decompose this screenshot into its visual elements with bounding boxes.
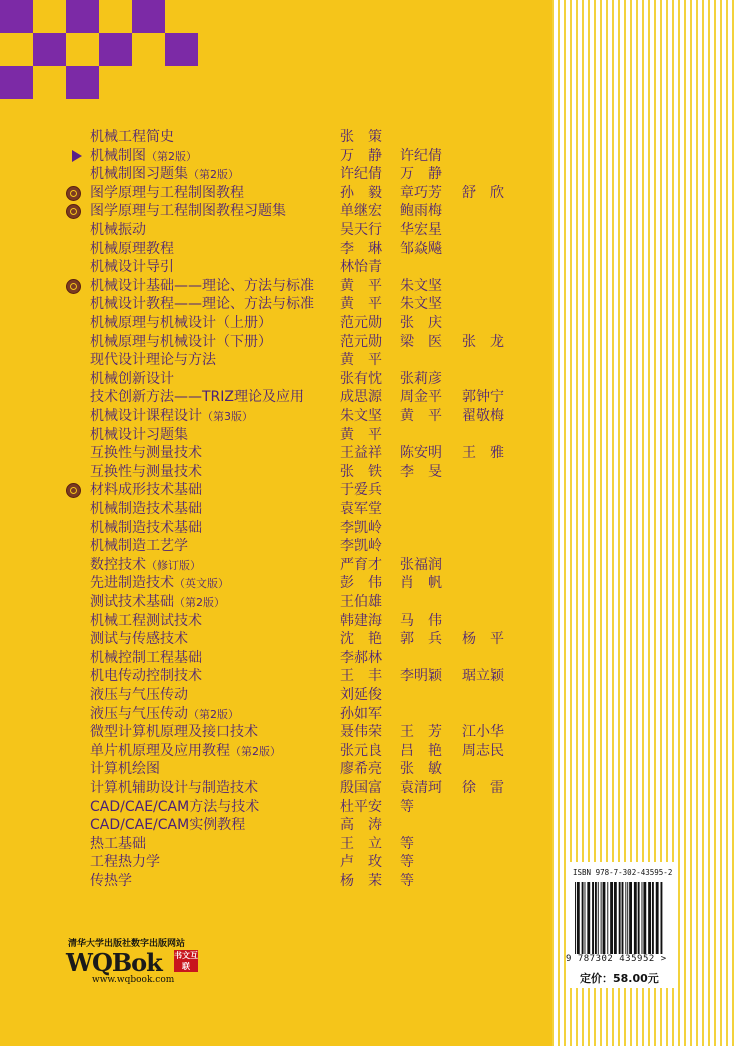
book-title xyxy=(90,147,197,166)
book-row xyxy=(0,184,552,202)
book-row xyxy=(0,407,552,425)
book-author: 黄 平 xyxy=(340,426,382,443)
book-author: 袁军堂 xyxy=(340,501,382,517)
book-title xyxy=(90,295,314,313)
book-edition: （第2版） xyxy=(174,596,225,609)
award-badge-icon xyxy=(66,279,81,294)
book-title-text: 现代设计理论与方法 xyxy=(90,352,216,369)
book-author: 廖希亮 xyxy=(340,761,382,778)
book-title xyxy=(90,388,304,406)
book-title-text: 机械制造技术基础 xyxy=(90,519,202,536)
book-author: 于爱兵 xyxy=(340,482,382,499)
book-row xyxy=(0,258,552,276)
book-author: 韩建海 xyxy=(340,612,382,629)
book-author: 成思源 xyxy=(340,389,382,406)
book-title xyxy=(90,593,225,612)
book-title-text: 机械原理与机械设计（下册） xyxy=(90,333,272,350)
book-title xyxy=(90,667,202,685)
book-author: 高 涛 xyxy=(340,817,382,834)
book-author: 朱文坚 xyxy=(340,408,382,424)
book-title xyxy=(90,333,272,351)
book-title xyxy=(90,630,188,648)
barcode-bar xyxy=(592,882,594,954)
book-author: 王 立 xyxy=(340,835,382,852)
logo-text: WQBo xyxy=(66,948,147,977)
award-badge-icon xyxy=(66,483,81,498)
book-title xyxy=(90,481,202,499)
book-title-text: 图学原理与工程制图教程 xyxy=(90,184,244,201)
book-author: 杨 平 xyxy=(462,631,504,648)
book-row xyxy=(0,314,552,332)
barcode-bar xyxy=(652,882,654,954)
book-author: 陈安明 xyxy=(400,445,442,462)
barcode-bar xyxy=(619,882,621,954)
book-author: 王 雅 xyxy=(462,445,504,462)
book-title xyxy=(90,221,146,239)
book-row xyxy=(0,444,552,462)
book-author: 郭钟宁 xyxy=(462,389,504,406)
barcode-bar xyxy=(607,882,608,954)
book-title xyxy=(90,407,253,426)
book-title xyxy=(90,444,202,462)
barcode-bar xyxy=(575,882,576,954)
book-title-text: 液压与气压传动 xyxy=(90,687,188,703)
book-row xyxy=(0,481,552,499)
book-title xyxy=(90,705,239,724)
book-author: 华宏星 xyxy=(400,222,442,238)
book-title xyxy=(90,686,188,704)
book-title xyxy=(90,258,174,276)
book-author: 孙如军 xyxy=(340,705,382,722)
book-title-text: 单片机原理及应用教程 xyxy=(90,742,230,759)
book-row xyxy=(0,798,552,816)
book-title xyxy=(90,612,202,630)
book-row xyxy=(0,556,552,574)
book-author: 朱文坚 xyxy=(400,277,442,294)
book-row xyxy=(0,202,552,220)
publisher-url[interactable]: www.wqbook.com xyxy=(92,975,175,985)
barcode-bar xyxy=(598,882,599,954)
barcode-bar xyxy=(643,882,646,954)
book-edition: （第2版） xyxy=(188,168,239,182)
book-author: 刘延俊 xyxy=(340,687,382,703)
book-author: 张 庆 xyxy=(400,315,442,331)
book-author: 张 铁 xyxy=(340,463,382,480)
book-author: 黄 平 xyxy=(340,296,382,313)
barcode-bar xyxy=(610,882,613,954)
book-row xyxy=(0,686,552,704)
book-title xyxy=(90,370,174,388)
arrow-marker-icon xyxy=(72,150,82,162)
book-author: 梁 医 xyxy=(400,333,442,350)
book-author: 周金平 xyxy=(400,389,442,406)
book-author: 徐 雷 xyxy=(462,780,504,796)
book-author: 张莉彦 xyxy=(400,370,442,387)
book-author: 孙 毅 xyxy=(340,184,382,201)
barcode-bar xyxy=(634,882,637,954)
book-row xyxy=(0,593,552,611)
book-author: 聂伟荣 xyxy=(340,724,382,741)
barcode-bar xyxy=(622,882,624,954)
barcode-bar xyxy=(627,882,628,954)
book-title xyxy=(90,816,245,834)
book-title-text: 机械原理与机械设计（上册） xyxy=(90,315,272,331)
book-row xyxy=(0,835,552,853)
book-row xyxy=(0,760,552,778)
book-row xyxy=(0,537,552,555)
book-title-text: 材料成形技术基础 xyxy=(90,482,202,499)
book-author: 彭 伟 xyxy=(340,575,382,592)
book-author: 黄 平 xyxy=(400,408,442,424)
book-author: 张 敏 xyxy=(400,761,442,778)
barcode-digits: 9 787302 435952 > xyxy=(566,954,667,964)
book-author: 杨 茉 xyxy=(340,873,382,889)
book-row xyxy=(0,667,552,685)
book-author: 李 琳 xyxy=(340,240,382,257)
book-edition: （第3版） xyxy=(202,410,253,423)
book-author: 舒 欣 xyxy=(462,184,504,201)
barcode-bar xyxy=(656,882,659,954)
book-title-text: 机械振动 xyxy=(90,222,146,238)
book-author: 万 静 xyxy=(340,147,382,164)
book-author: 张福润 xyxy=(400,556,442,573)
book-author: 王益祥 xyxy=(340,445,382,462)
book-author: 黄 平 xyxy=(340,277,382,294)
book-title-text: 微型计算机原理及接口技术 xyxy=(90,724,258,741)
book-title-text: 液压与气压传动 xyxy=(90,705,188,722)
book-title xyxy=(90,853,160,871)
book-title-text: 图学原理与工程制图教程习题集 xyxy=(90,203,286,220)
book-row xyxy=(0,705,552,723)
book-title-text: 机械设计基础——理论、方法与标准 xyxy=(90,277,314,294)
book-row xyxy=(0,128,552,146)
book-author: 周志民 xyxy=(462,742,504,759)
book-title xyxy=(90,426,188,444)
book-row xyxy=(0,574,552,592)
barcode-bar xyxy=(661,882,663,954)
book-row xyxy=(0,630,552,648)
book-author: 万 静 xyxy=(400,166,442,183)
barcode-bar xyxy=(648,882,651,954)
book-title-text: 技术创新方法——TRIZ理论及应用 xyxy=(90,389,304,406)
book-author: 黄 平 xyxy=(340,352,382,369)
book-author: 许纪倩 xyxy=(400,147,442,164)
book-title xyxy=(90,835,146,853)
book-row xyxy=(0,370,552,388)
book-author: 等 xyxy=(400,873,414,889)
book-title-text: 计算机绘图 xyxy=(90,761,160,778)
barcode-bar xyxy=(625,882,626,954)
book-title xyxy=(90,240,174,258)
book-title xyxy=(90,184,244,202)
book-title xyxy=(90,202,286,220)
book-title-text: 机械设计导引 xyxy=(90,259,174,276)
book-row xyxy=(0,221,552,239)
book-row xyxy=(0,853,552,871)
book-edition: （英文版） xyxy=(174,577,229,591)
book-row xyxy=(0,872,552,890)
book-title xyxy=(90,649,202,667)
book-title xyxy=(90,760,160,778)
barcode-bar xyxy=(603,882,606,954)
book-author: 王 芳 xyxy=(400,724,442,741)
book-edition: （第2版） xyxy=(188,707,239,721)
book-title xyxy=(90,314,272,332)
book-title xyxy=(90,500,202,518)
book-edition: （第2版） xyxy=(146,149,197,163)
book-author: 鲍雨梅 xyxy=(400,203,442,220)
book-author: 林怡青 xyxy=(340,259,382,276)
barcode-bar xyxy=(638,882,640,954)
book-title xyxy=(90,165,239,184)
award-badge-icon xyxy=(66,204,81,219)
book-title-text: 传热学 xyxy=(90,873,132,889)
barcode-bar xyxy=(587,882,590,954)
book-row xyxy=(0,500,552,518)
book-title xyxy=(90,519,202,537)
book-title xyxy=(90,798,259,816)
book-author: 吕 艳 xyxy=(400,742,442,759)
book-row xyxy=(0,165,552,183)
book-title-text: 机械制图习题集 xyxy=(90,166,188,183)
book-author: 许纪倩 xyxy=(340,166,382,183)
book-row xyxy=(0,742,552,760)
book-author: 张 龙 xyxy=(462,333,504,350)
book-author: 单继宏 xyxy=(340,203,382,220)
book-title-text: CAD/CAE/CAM方法与技术 xyxy=(90,798,260,815)
book-author: 等 xyxy=(400,854,414,871)
barcode-bar xyxy=(601,882,602,954)
book-title xyxy=(90,277,314,295)
isbn-number: ISBN 978-7-302-43595-2 xyxy=(573,868,673,877)
book-author: 等 xyxy=(400,835,414,852)
book-row xyxy=(0,277,552,295)
price-label: 定价：58.00元 xyxy=(580,972,659,985)
book-title-text: 计算机辅助设计与制造技术 xyxy=(90,780,258,796)
book-title-text: 机械创新设计 xyxy=(90,370,174,387)
barcode-bar xyxy=(614,882,617,954)
barcode-bar xyxy=(642,882,643,954)
book-title-text: 互换性与测量技术 xyxy=(90,463,202,480)
book-title-text: 机械设计教程——理论、方法与标准 xyxy=(90,296,314,313)
book-title xyxy=(90,537,188,555)
book-edition: （第2版） xyxy=(230,744,281,758)
book-author: 马 伟 xyxy=(400,612,442,629)
book-author: 琚立颖 xyxy=(462,668,504,685)
book-author: 李凯岭 xyxy=(340,538,382,555)
publisher-label: 清华大学出版社数字出版网站 xyxy=(68,939,186,949)
barcode-bar xyxy=(629,882,632,954)
book-title-text: 互换性与测量技术 xyxy=(90,445,202,462)
book-author: 张元良 xyxy=(340,742,382,759)
book-row xyxy=(0,463,552,481)
book-row xyxy=(0,519,552,537)
book-title-text: 机械工程测试技术 xyxy=(90,612,202,629)
book-title xyxy=(90,779,258,797)
barcode-bar xyxy=(577,882,580,954)
barcode-bar xyxy=(585,882,586,954)
book-title xyxy=(90,351,216,369)
barcode-bar xyxy=(582,882,584,954)
book-author: 张 策 xyxy=(340,129,382,145)
logo-text-k: k xyxy=(146,948,162,977)
book-title xyxy=(90,556,201,575)
book-title-text: 机械工程简史 xyxy=(90,129,174,145)
book-title-text: 机械制造工艺学 xyxy=(90,538,188,555)
book-author: 江小华 xyxy=(462,724,504,741)
book-title-text: 机电传动控制技术 xyxy=(90,668,202,685)
book-row xyxy=(0,779,552,797)
book-author: 等 xyxy=(400,798,414,815)
book-title-text: 机械制图 xyxy=(90,147,146,164)
barcode-bar xyxy=(595,882,597,954)
book-author: 沈 艳 xyxy=(340,631,382,648)
book-author: 朱文坚 xyxy=(400,296,442,313)
book-author: 王 丰 xyxy=(340,668,382,685)
award-badge-icon xyxy=(66,186,81,201)
book-title-text: 工程热力学 xyxy=(90,854,160,871)
book-author: 范元勋 xyxy=(340,315,382,331)
book-title-text: 先进制造技术 xyxy=(90,575,174,592)
book-row xyxy=(0,723,552,741)
book-title-text: 机械控制工程基础 xyxy=(90,649,202,666)
book-title-text: 测试技术基础 xyxy=(90,594,174,610)
book-author: 邹焱飚 xyxy=(400,240,442,257)
book-title xyxy=(90,128,174,146)
book-row xyxy=(0,426,552,444)
publisher-logo[interactable] xyxy=(66,948,162,977)
book-title xyxy=(90,872,132,890)
book-author: 李凯岭 xyxy=(340,519,382,536)
book-author: 李郝林 xyxy=(340,649,382,666)
book-title-text: 测试与传感技术 xyxy=(90,631,188,648)
book-title xyxy=(90,742,281,761)
book-row xyxy=(0,351,552,369)
book-row xyxy=(0,295,552,313)
book-author: 殷国富 xyxy=(340,780,382,796)
book-author: 王伯雄 xyxy=(340,594,382,610)
logo-seal-icon: 书文互联 xyxy=(174,951,198,971)
book-row xyxy=(0,333,552,351)
book-title-text: 机械设计习题集 xyxy=(90,426,188,443)
book-author: 吴天行 xyxy=(340,222,382,238)
book-author: 肖 帆 xyxy=(400,575,442,592)
book-author: 袁清珂 xyxy=(400,780,442,796)
book-title xyxy=(90,723,258,741)
book-author: 张有忱 xyxy=(340,370,382,387)
book-title xyxy=(90,574,229,593)
book-author: 卢 玫 xyxy=(340,854,382,871)
book-title-text: 热工基础 xyxy=(90,835,146,852)
book-title xyxy=(90,463,202,481)
book-row xyxy=(0,816,552,834)
book-row xyxy=(0,147,552,165)
book-author: 翟敬梅 xyxy=(462,408,504,424)
book-row xyxy=(0,388,552,406)
book-title-text: 机械原理教程 xyxy=(90,240,174,257)
book-author: 范元勋 xyxy=(340,333,382,350)
book-author: 严育才 xyxy=(340,556,382,573)
book-title-text: 机械设计课程设计 xyxy=(90,408,202,424)
book-row xyxy=(0,240,552,258)
barcode-panel xyxy=(566,862,678,988)
book-author: 李 旻 xyxy=(400,463,442,480)
barcode-icon xyxy=(574,882,674,954)
book-author: 郭 兵 xyxy=(400,631,442,648)
book-row xyxy=(0,649,552,667)
book-row xyxy=(0,612,552,630)
book-title-text: 数控技术 xyxy=(90,556,146,573)
book-author: 章巧芳 xyxy=(400,184,442,201)
book-title-text: CAD/CAE/CAM实例教程 xyxy=(90,817,246,834)
book-author: 李明颖 xyxy=(400,668,442,685)
book-author: 杜平安 xyxy=(340,798,382,815)
book-title-text: 机械制造技术基础 xyxy=(90,501,202,517)
book-edition: （修订版） xyxy=(146,558,201,572)
